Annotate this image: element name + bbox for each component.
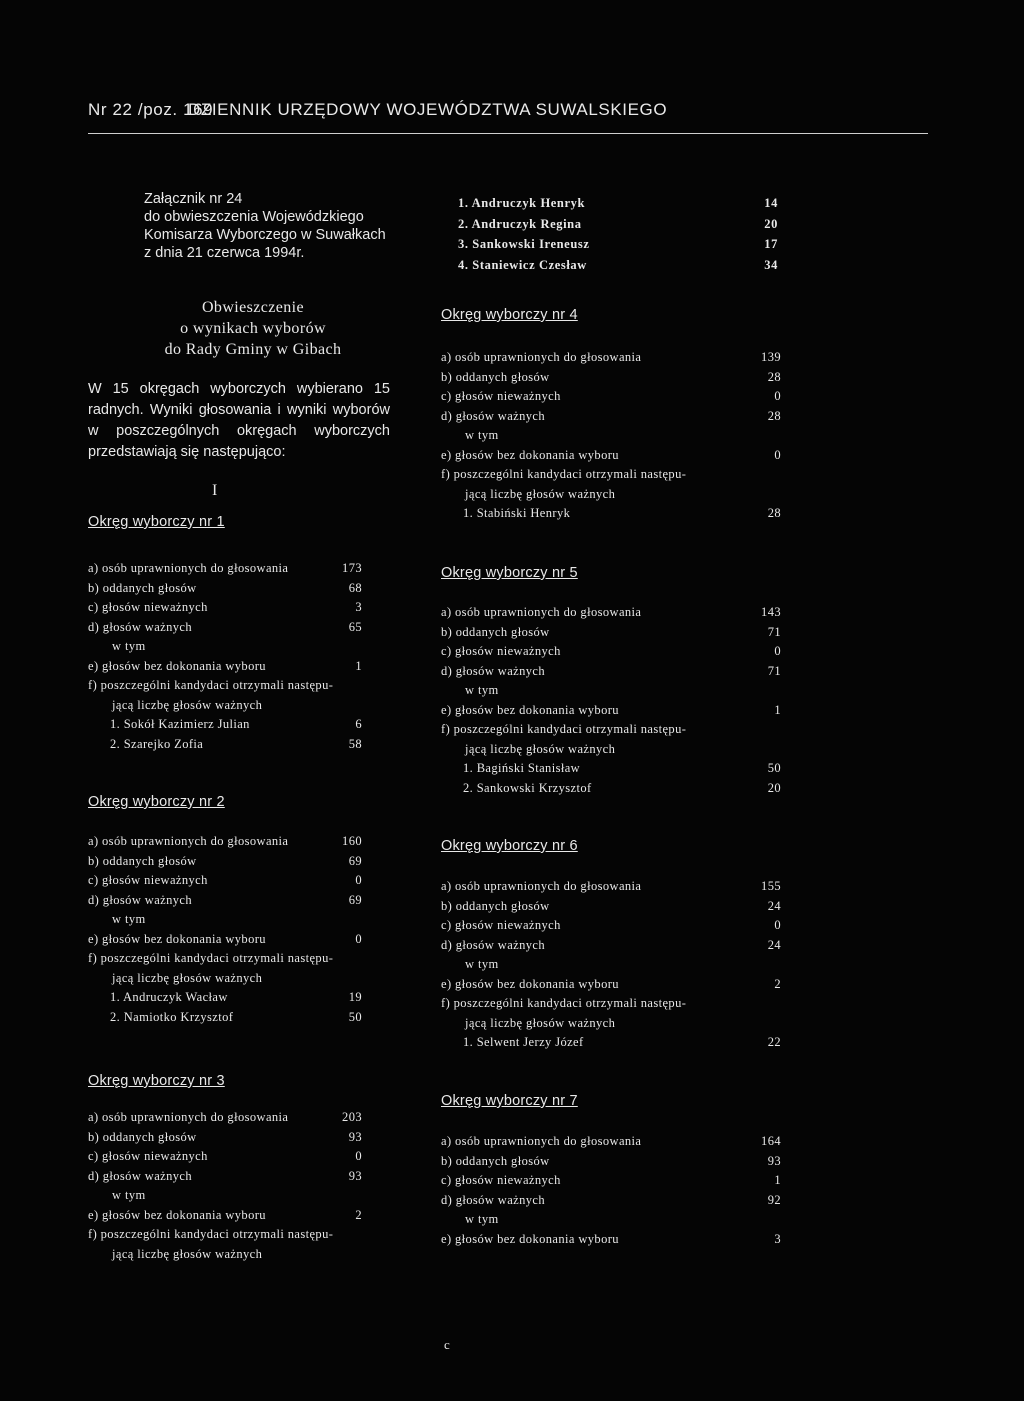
result-row	[88, 1130, 362, 1150]
result-row	[88, 581, 362, 601]
row-label: e) głosów bez dokonania wyboru	[88, 658, 266, 673]
count-value: 28	[767, 408, 781, 423]
row-label: d) głosów ważnych	[441, 1192, 545, 1207]
row-label: e) głosów bez dokonania wyboru	[88, 1207, 266, 1222]
row-label: a) osób uprawnionych do głosowania	[88, 561, 289, 575]
count-value: 0	[774, 447, 781, 462]
result-row	[88, 1227, 362, 1247]
annex-line: do obwieszczenia Wojewódzkiego	[144, 209, 364, 225]
result-row	[88, 971, 362, 991]
count-value: 19	[348, 990, 362, 1004]
result-row	[441, 487, 781, 507]
row-label: d) głosów ważnych	[88, 892, 192, 907]
count-value: 20	[764, 216, 778, 231]
candidate-row	[458, 258, 778, 279]
row-label: e) głosów bez dokonania wyboru	[441, 447, 619, 462]
count-value: 58	[348, 736, 362, 751]
result-row	[88, 951, 362, 971]
result-row	[88, 1110, 362, 1130]
result-row	[88, 678, 362, 698]
count-value: 24	[767, 898, 781, 913]
result-row	[441, 703, 781, 723]
issue-number: Nr 22 /poz. 169	[88, 100, 214, 119]
count-value: 173	[342, 561, 362, 575]
result-row	[88, 912, 362, 932]
count-value: 0	[774, 918, 781, 932]
result-row	[441, 957, 781, 977]
result-row	[441, 1134, 781, 1154]
result-row	[441, 899, 781, 919]
row-label: c) głosów nieważnych	[88, 1149, 208, 1163]
count-value: 143	[761, 605, 781, 619]
count-value: 203	[342, 1110, 362, 1124]
row-label: b) oddanych głosów	[441, 624, 550, 639]
row-label: e) głosów bez dokonania wyboru	[441, 1231, 619, 1246]
count-value: 68	[348, 580, 362, 595]
count-value: 17	[764, 237, 778, 251]
result-row	[88, 1188, 362, 1208]
candidate-row	[88, 990, 362, 1010]
candidate-row	[88, 737, 362, 757]
row-label: jącą liczbę głosów ważnych	[465, 486, 616, 501]
row-label: d) głosów ważnych	[441, 663, 545, 678]
result-row	[441, 467, 781, 487]
row-label: 2. Andruczyk Regina	[458, 216, 582, 231]
row-label: a) osób uprawnionych do głosowania	[441, 605, 642, 619]
candidate-row	[458, 196, 778, 217]
row-label: c) głosów nieważnych	[441, 1173, 561, 1187]
result-row	[88, 659, 362, 679]
district-heading: Okręg wyborczy nr 7	[441, 1093, 578, 1109]
row-label: 1. Bagiński Stanisław	[463, 761, 581, 775]
row-label: jącą liczbę głosów ważnych	[465, 741, 616, 756]
annex-line: Komisarza Wyborczego w Suwałkach	[144, 227, 386, 243]
candidate-row	[458, 217, 778, 238]
district-heading: Okręg wyborczy nr 1	[88, 514, 225, 530]
result-row	[441, 350, 781, 370]
result-row	[441, 977, 781, 997]
count-value: 28	[767, 369, 781, 384]
notice-title: Obwieszczenie o wynikach wyborów do Rady Gminy w Gibach	[164, 299, 342, 358]
count-value: 6	[355, 717, 362, 731]
count-value: 0	[774, 644, 781, 658]
row-label: f) poszczególni kandydaci otrzymali następu-	[88, 1227, 334, 1241]
annex-line: Załącznik nr 24	[144, 191, 243, 207]
row-label: d) głosów ważnych	[88, 619, 192, 634]
result-row	[441, 664, 781, 684]
row-label: d) głosów ważnych	[441, 937, 545, 952]
row-label: 1. Selwent Jerzy Józef	[463, 1035, 584, 1049]
result-row	[88, 1208, 362, 1228]
row-label: a) osób uprawnionych do głosowania	[441, 1134, 642, 1148]
annex-line: z dnia 21 czerwca 1994r.	[144, 245, 305, 261]
result-row	[441, 683, 781, 703]
row-label: e) głosów bez dokonania wyboru	[88, 931, 266, 946]
result-row	[441, 996, 781, 1016]
row-label: b) oddanych głosów	[441, 898, 550, 913]
row-label: f) poszczególni kandydaci otrzymali następu-	[88, 678, 334, 692]
count-value: 93	[767, 1153, 781, 1168]
district-results	[88, 561, 362, 756]
row-label: d) głosów ważnych	[88, 1168, 192, 1183]
row-label: f) poszczególni kandydaci otrzymali następu-	[441, 996, 687, 1010]
candidate-row	[441, 1035, 781, 1055]
count-value: 3	[774, 1231, 781, 1246]
count-value: 50	[348, 1009, 362, 1024]
row-label: c) głosów nieważnych	[88, 873, 208, 887]
result-row	[441, 1212, 781, 1232]
result-row	[441, 1193, 781, 1213]
result-row	[88, 854, 362, 874]
result-row	[441, 1173, 781, 1193]
row-label: 1. Andruczyk Henryk	[458, 196, 586, 210]
result-row	[441, 1232, 781, 1252]
count-value: 160	[342, 834, 362, 848]
count-value: 139	[761, 350, 781, 364]
page-header	[88, 100, 938, 120]
count-value: 1	[774, 1173, 781, 1187]
result-row	[441, 879, 781, 899]
row-label: 2. Sankowski Krzysztof	[463, 780, 592, 795]
count-value: 2	[774, 976, 781, 991]
result-row	[88, 620, 362, 640]
count-value: 69	[348, 853, 362, 868]
count-value: 50	[767, 761, 781, 775]
row-label: f) poszczególni kandydaci otrzymali następu-	[441, 467, 687, 481]
row-label: c) głosów nieważnych	[441, 389, 561, 403]
row-label: 1. Stabiński Henryk	[463, 506, 571, 520]
count-value: 24	[767, 937, 781, 952]
count-value: 0	[355, 931, 362, 946]
header-rule	[88, 133, 928, 134]
count-value: 155	[761, 879, 781, 893]
row-label: c) głosów nieważnych	[441, 918, 561, 932]
result-row	[441, 644, 781, 664]
row-label: w tym	[465, 428, 499, 442]
district-results	[88, 834, 362, 1029]
count-value: 1	[774, 702, 781, 717]
candidate-row	[441, 781, 781, 801]
count-value: 3	[355, 600, 362, 614]
stray-mark: c	[444, 1337, 450, 1352]
result-row	[441, 370, 781, 390]
district-results	[441, 1134, 781, 1251]
district-results	[88, 1110, 362, 1266]
row-label: jącą liczbę głosów ważnych	[112, 697, 263, 712]
row-label: w tym	[465, 1212, 499, 1226]
row-label: b) oddanych głosów	[441, 369, 550, 384]
result-row	[441, 625, 781, 645]
result-row	[441, 428, 781, 448]
continued-candidate-list	[458, 196, 778, 278]
district-heading: Okręg wyborczy nr 2	[88, 794, 225, 810]
row-label: b) oddanych głosów	[441, 1153, 550, 1168]
row-label: w tym	[112, 912, 146, 926]
count-value: 28	[767, 506, 781, 520]
result-row	[441, 389, 781, 409]
count-value: 1	[355, 658, 362, 673]
row-label: f) poszczególni kandydaci otrzymali następu-	[88, 951, 334, 965]
count-value: 0	[774, 389, 781, 403]
annex-block	[144, 190, 386, 262]
row-label: d) głosów ważnych	[441, 408, 545, 423]
candidate-row	[458, 237, 778, 258]
row-label: w tym	[112, 639, 146, 653]
district-heading: Okręg wyborczy nr 3	[88, 1073, 225, 1089]
row-label: e) głosów bez dokonania wyboru	[441, 976, 619, 991]
row-label: 2. Szarejko Zofia	[110, 736, 204, 751]
count-value: 22	[767, 1035, 781, 1049]
row-label: b) oddanych głosów	[88, 1129, 197, 1144]
row-label: w tym	[112, 1188, 146, 1202]
result-row	[441, 742, 781, 762]
district-heading: Okręg wyborczy nr 6	[441, 838, 578, 854]
result-row	[88, 1247, 362, 1267]
result-row	[88, 1149, 362, 1169]
candidate-row	[441, 761, 781, 781]
result-row	[441, 722, 781, 742]
row-label: b) oddanych głosów	[88, 580, 197, 595]
journal-title: DZIENNIK URZĘDOWY WOJEWÓDZTWA SUWALSKIEGO	[188, 100, 668, 119]
row-label: jącą liczbę głosów ważnych	[112, 1246, 263, 1261]
row-label: a) osób uprawnionych do głosowania	[441, 350, 642, 364]
count-value: 93	[348, 1168, 362, 1183]
count-value: 34	[764, 257, 778, 272]
row-label: c) głosów nieważnych	[441, 644, 561, 658]
result-row	[88, 1169, 362, 1189]
row-label: 4. Staniewicz Czesław	[458, 257, 587, 272]
result-row	[88, 834, 362, 854]
section-numeral: I	[212, 482, 218, 499]
result-row	[441, 1154, 781, 1174]
result-row	[441, 409, 781, 429]
count-value: 65	[348, 619, 362, 634]
result-row	[88, 932, 362, 952]
result-row	[441, 918, 781, 938]
count-value: 92	[767, 1192, 781, 1207]
district-heading: Okręg wyborczy nr 5	[441, 565, 578, 581]
row-label: a) osób uprawnionych do głosowania	[88, 1110, 289, 1124]
count-value: 2	[355, 1207, 362, 1222]
count-value: 93	[348, 1129, 362, 1144]
row-label: c) głosów nieważnych	[88, 600, 208, 614]
result-row	[88, 639, 362, 659]
result-row	[88, 561, 362, 581]
count-value: 164	[761, 1134, 781, 1148]
district-results	[441, 879, 781, 1055]
district-results	[441, 350, 781, 526]
count-value: 0	[355, 1149, 362, 1163]
row-label: e) głosów bez dokonania wyboru	[441, 702, 619, 717]
row-label: b) oddanych głosów	[88, 853, 197, 868]
count-value: 20	[767, 780, 781, 795]
row-label: w tym	[465, 683, 499, 697]
candidate-row	[88, 1010, 362, 1030]
result-row	[441, 938, 781, 958]
row-label: w tym	[465, 957, 499, 971]
count-value: 14	[764, 196, 778, 210]
result-row	[88, 600, 362, 620]
row-label: 2. Namiotko Krzysztof	[110, 1009, 234, 1024]
row-label: a) osób uprawnionych do głosowania	[441, 879, 642, 893]
row-label: 3. Sankowski Ireneusz	[458, 237, 590, 251]
count-value: 71	[767, 624, 781, 639]
candidate-row	[441, 506, 781, 526]
count-value: 0	[355, 873, 362, 887]
notice-intro: W 15 okręgach wyborczych wybierano 15 radnych. Wyniki głosowania i wyniki wyborów w poszczególnych okręgach wyborczych przedstawiają się następująco:	[88, 381, 390, 460]
row-label: jącą liczbę głosów ważnych	[112, 970, 263, 985]
result-row	[88, 698, 362, 718]
result-row	[88, 893, 362, 913]
candidate-row	[88, 717, 362, 737]
result-row	[441, 448, 781, 468]
result-row	[88, 873, 362, 893]
result-row	[441, 1016, 781, 1036]
district-heading: Okręg wyborczy nr 4	[441, 307, 578, 323]
count-value: 71	[767, 663, 781, 678]
row-label: a) osób uprawnionych do głosowania	[88, 834, 289, 848]
row-label: 1. Andruczyk Wacław	[110, 990, 228, 1004]
row-label: jącą liczbę głosów ważnych	[465, 1015, 616, 1030]
district-results	[441, 605, 781, 800]
row-label: f) poszczególni kandydaci otrzymali następu-	[441, 722, 687, 736]
count-value: 69	[348, 892, 362, 907]
result-row	[441, 605, 781, 625]
row-label: 1. Sokół Kazimierz Julian	[110, 717, 250, 731]
